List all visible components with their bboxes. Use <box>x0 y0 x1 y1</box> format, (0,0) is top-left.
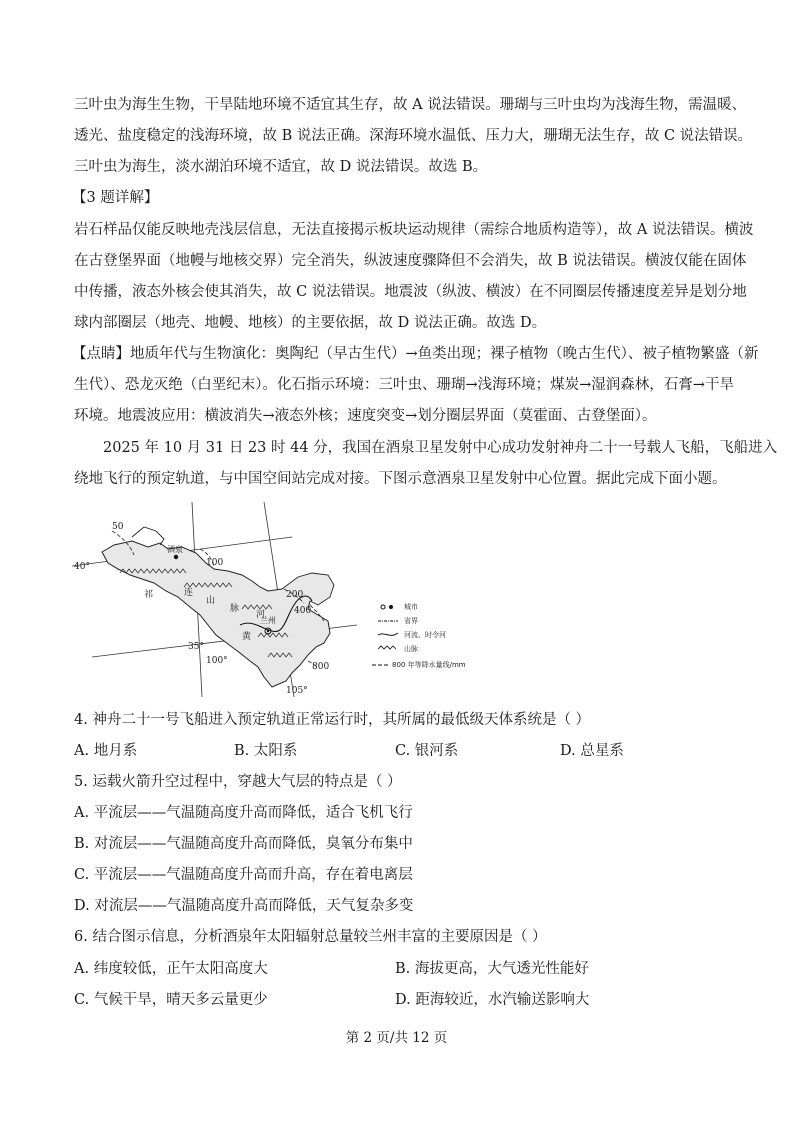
option-4c[interactable]: C. 银河系 <box>395 743 459 759</box>
option-6b[interactable]: B. 海拔更高，大气透光性能好 <box>395 961 589 977</box>
svg-text:40°: 40° <box>74 562 90 572</box>
svg-text:100: 100 <box>206 558 224 568</box>
tip-line: 【点睛】地质年代与生物演化：奥陶纪（早古生代）→鱼类出现；裸子植物（晚古生代）、被子植物繁盛（新 <box>72 346 759 362</box>
svg-text:脉: 脉 <box>230 604 240 614</box>
map-legend <box>372 602 466 669</box>
option-5c[interactable]: C. 平流层——气温随高度升高而升高，存在着电离层 <box>74 867 413 883</box>
svg-text:祁: 祁 <box>144 590 154 600</box>
svg-text:山脉: 山脉 <box>404 645 418 653</box>
explanation-line: 透光、盐度稳定的浅海环境，故 B 说法正确。深海环境水温低、压力大，珊瑚无法生存，故 C 说法错误。 <box>74 128 753 144</box>
jiuquan-location-map <box>72 497 467 697</box>
section-heading: 【3 题详解】 <box>72 190 159 206</box>
svg-text:河流、时令河: 河流、时令河 <box>404 631 446 639</box>
option-4d[interactable]: D. 总星系 <box>560 743 624 759</box>
option-4b[interactable]: B. 太阳系 <box>234 743 298 759</box>
question-6-stem: 6. 结合图示信息，分析酒泉年太阳辐射总量较兰州丰富的主要原因是（ ） <box>74 929 547 945</box>
svg-text:50: 50 <box>112 522 124 532</box>
svg-text:35°: 35° <box>188 642 204 652</box>
option-5d[interactable]: D. 对流层——气温随高度升高而降低，天气复杂多变 <box>74 898 414 914</box>
question-intro: 绕地飞行的预定轨道，与中国空间站完成对接。下图示意酒泉卫星发射中心位置。据此完成下面小题。 <box>74 471 727 487</box>
option-6a[interactable]: A. 纬度较低，正午太阳高度大 <box>74 961 268 977</box>
svg-text:酒泉: 酒泉 <box>167 545 183 554</box>
svg-text:100°: 100° <box>206 656 228 666</box>
svg-text:省界: 省界 <box>404 617 418 625</box>
svg-text:山: 山 <box>206 596 216 606</box>
svg-text:400: 400 <box>294 606 312 616</box>
explanation-line: 在古登堡界面（地幔与地核交界）完全消失，纵波速度骤降但不会消失，故 B 说法错误。横波仅能在固体 <box>74 253 747 269</box>
tip-line: 生代）、恐龙灭绝（白垩纪末）。化石指示环境：三叶虫、珊瑚→浅海环境；煤炭→湿润森林，石膏→干旱 <box>74 377 734 393</box>
explanation-line: 岩石样品仅能反映地壳浅层信息，无法直接揭示板块运动规律（需综合地质构造等），故 A 说法错误。横波 <box>74 222 754 238</box>
svg-text:连: 连 <box>184 588 194 598</box>
svg-text:800 年等降水量线/mm: 800 年等降水量线/mm <box>392 661 466 669</box>
option-6c[interactable]: C. 气候干旱，晴天多云量更少 <box>74 992 268 1008</box>
svg-text:800: 800 <box>312 662 330 672</box>
explanation-line: 三叶虫为海生，淡水湖泊环境不适宜，故 D 说法错误。故选 B。 <box>74 159 488 175</box>
question-intro: 2025 年 10 月 31 日 23 时 44 分，我国在酒泉卫星发射中心成功发射神舟二十一号载人飞船，飞船进入 <box>103 440 778 456</box>
city-jiuquan <box>174 555 178 559</box>
explanation-line: 中传播，液态外核会使其消失，故 C 说法错误。地震波（纵波、横波）在不同圈层传播速度差异是划分地 <box>74 284 747 300</box>
svg-text:200: 200 <box>286 590 304 600</box>
explanation-line: 球内部圈层（地壳、地幔、地核）的主要依据，故 D 说法正确。故选 D。 <box>74 315 547 331</box>
svg-text:河: 河 <box>256 610 266 620</box>
tip-line: 环境。地震波应用：横波消失→液态外核；速度突变→划分圈层界面（莫霍面、古登堡面）。 <box>74 408 657 424</box>
question-4-stem: 4. 神舟二十一号飞船进入预定轨道正常运行时，其所属的最低级天体系统是（ ） <box>74 712 591 728</box>
option-5b[interactable]: B. 对流层——气温随高度升高而降低，臭氧分布集中 <box>74 836 413 852</box>
svg-text:105°: 105° <box>286 686 308 696</box>
svg-text:城市: 城市 <box>404 603 418 611</box>
svg-text:黄: 黄 <box>242 632 252 642</box>
question-5-stem: 5. 运载火箭升空过程中，穿越大气层的特点是（ ） <box>74 774 402 790</box>
page-footer: 第 2 页/共 12 页 <box>345 1030 448 1046</box>
option-5a[interactable]: A. 平流层——气温随高度升高而降低，适合飞机飞行 <box>74 805 413 821</box>
explanation-line: 三叶虫为海生生物，干旱陆地环境不适宜其生存，故 A 说法错误。珊瑚与三叶虫均为浅海生物，需温暖、 <box>74 97 747 113</box>
svg-text:兰州: 兰州 <box>260 616 276 625</box>
option-6d[interactable]: D. 距海较近，水汽输送影响大 <box>395 992 590 1008</box>
option-4a[interactable]: A. 地月系 <box>74 743 138 759</box>
